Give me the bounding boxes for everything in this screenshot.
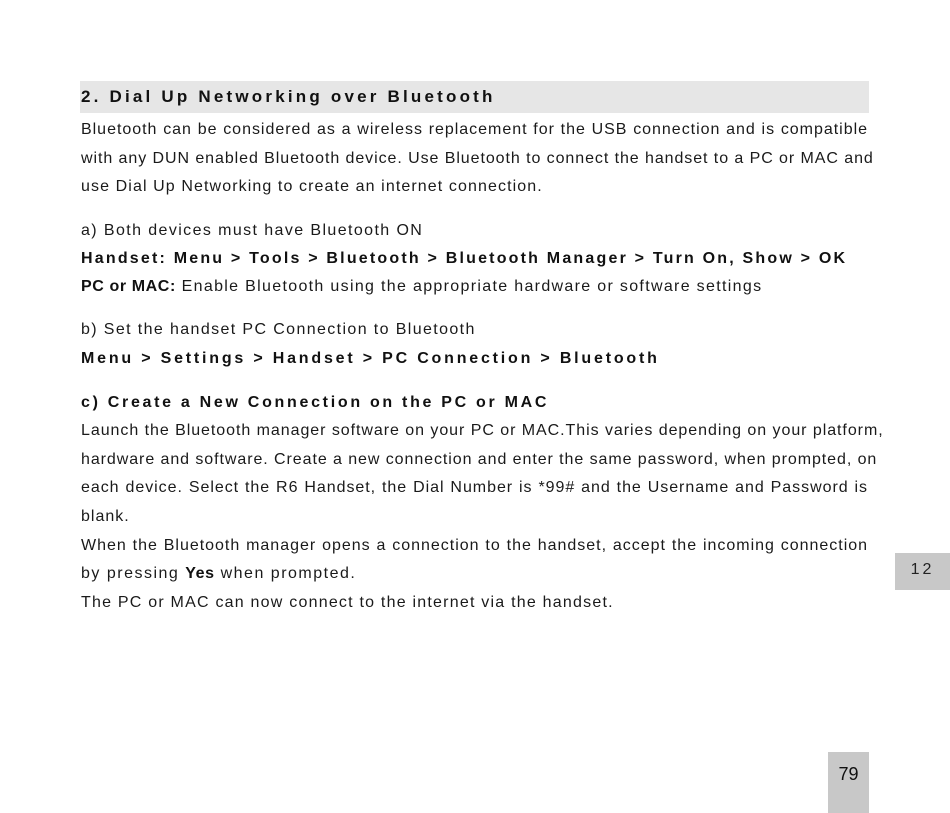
page-number-tab <box>828 752 869 813</box>
intro-line-2: with any DUN enabled Bluetooth device. Use Bluetooth to connect the handset to a PC or MAC and <box>81 150 874 167</box>
pc-connection-menu-path: Menu > Settings > Handset > PC Connection > Bluetooth <box>81 350 660 367</box>
intro-line-3: use Dial Up Networking to create an internet connection. <box>81 178 543 195</box>
step-c-line-6-pre: by pressing <box>81 565 186 582</box>
step-c-line-1: Launch the Bluetooth manager software on your PC or MAC.This varies depending on your platform, <box>81 422 884 439</box>
pc-mac-text: Enable Bluetooth using the appropriate hardware or software settings <box>175 278 763 295</box>
pc-mac-instruction <box>81 277 762 297</box>
step-c-line-6 <box>81 564 356 584</box>
step-c-line-5: When the Bluetooth manager opens a connection to the handset, accept the incoming connection <box>81 537 868 554</box>
step-a-heading: a) Both devices must have Bluetooth ON <box>81 222 424 239</box>
intro-line-1: Bluetooth can be considered as a wireless replacement for the USB connection and is compatible <box>81 121 868 138</box>
step-c-line-7: The PC or MAC can now connect to the internet via the handset. <box>81 594 614 611</box>
step-c-line-6-post: when prompted. <box>214 565 357 582</box>
step-c-line-2: hardware and software. Create a new connection and enter the same password, when prompted, on <box>81 451 878 468</box>
handset-menu-path: Handset: Menu > Tools > Bluetooth > Bluetooth Manager > Turn On, Show > OK <box>81 250 848 267</box>
yes-keyword: Yes <box>185 565 215 582</box>
step-c-line-3: each device. Select the R6 Handset, the Dial Number is *99# and the Username and Password is <box>81 479 868 496</box>
section-title: 2. Dial Up Networking over Bluetooth <box>81 87 496 106</box>
step-c-heading: c) Create a New Connection on the PC or MAC <box>81 394 550 411</box>
chapter-tab <box>895 553 950 590</box>
step-c-line-4: blank. <box>81 508 130 525</box>
section-header <box>80 81 869 113</box>
chapter-number: 12 <box>910 561 935 578</box>
page-number: 79 <box>838 764 859 784</box>
step-b-heading: b) Set the handset PC Connection to Bluetooth <box>81 321 476 338</box>
pc-mac-label: PC or MAC: <box>81 278 176 295</box>
